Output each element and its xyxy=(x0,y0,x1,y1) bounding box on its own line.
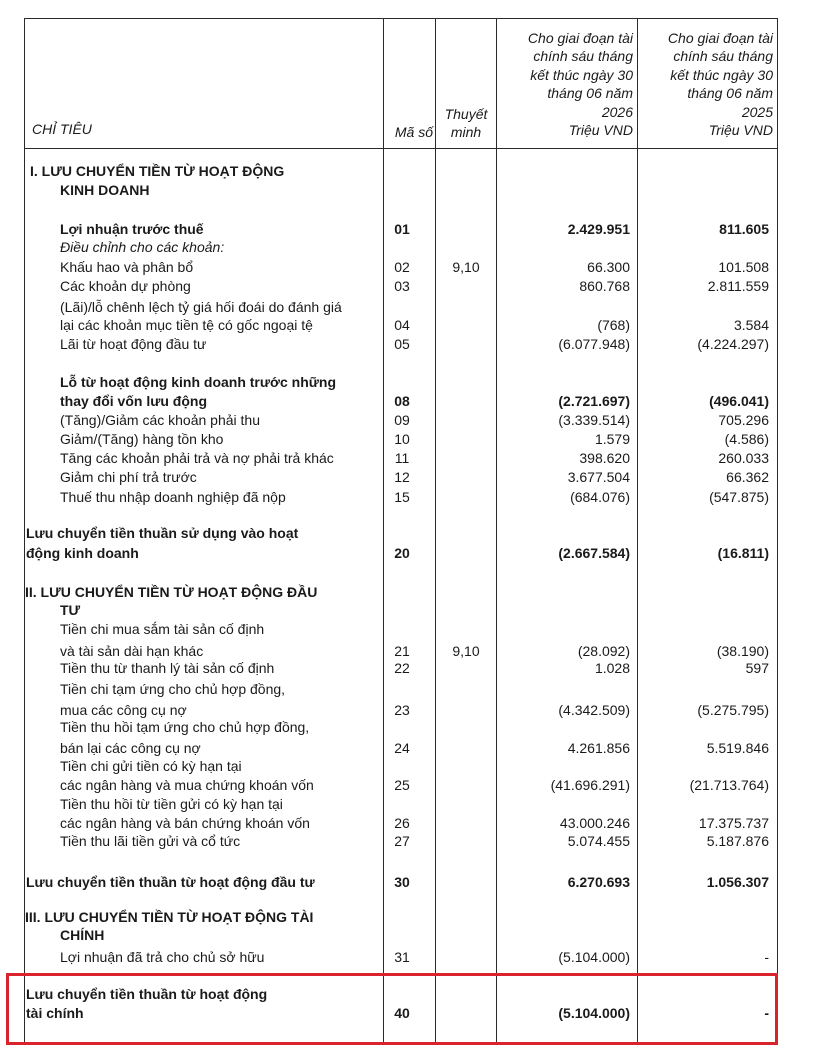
row-value-2026: 66.300 xyxy=(587,259,630,275)
header-note-line2: minh xyxy=(450,124,482,140)
row-value-2025: - xyxy=(764,1005,769,1021)
row-value-2026: 5.074.455 xyxy=(567,833,630,849)
row-label: Giảm chi phí trả trước xyxy=(60,469,197,485)
row-value-2025: (21.713.764) xyxy=(689,777,769,793)
row-value-2026: 6.270.693 xyxy=(567,874,630,890)
row-label: Lợi nhuận đã trả cho chủ sở hữu xyxy=(60,949,265,965)
row-code: 24 xyxy=(394,740,410,756)
row-label: Tiền thu từ thanh lý tài sản cố định xyxy=(60,660,275,676)
row-label: I. LƯU CHUYỂN TIỀN TỪ HOẠT ĐỘNG xyxy=(30,163,285,179)
row-value-2025: (4.586) xyxy=(724,431,769,447)
row-note: 9,10 xyxy=(452,259,480,275)
row-value-2026: 398.620 xyxy=(579,450,630,466)
header-col_2025-line-4: tháng 06 năm xyxy=(687,85,773,102)
row-code: 08 xyxy=(394,393,410,409)
header-col_2026-line-6: Triệu VND xyxy=(568,122,633,138)
row-value-2026: 1.579 xyxy=(594,431,630,447)
row-value-2025: (38.190) xyxy=(716,643,769,659)
row-code: 30 xyxy=(394,874,410,890)
row-label: Giảm/(Tăng) hàng tồn kho xyxy=(60,431,224,447)
row-code: 11 xyxy=(394,450,410,466)
table-border-left xyxy=(24,18,25,1045)
row-label: Điều chỉnh cho các khoản: xyxy=(60,239,225,255)
row-code: 21 xyxy=(394,643,410,659)
row-code: 09 xyxy=(394,412,410,428)
row-code: 40 xyxy=(394,1005,410,1021)
row-value-2026: (2.721.697) xyxy=(558,393,630,409)
row-value-2025: (547.875) xyxy=(709,489,769,505)
row-code: 15 xyxy=(394,489,410,505)
row-label: KINH DOANH xyxy=(60,182,150,198)
row-value-2026: 1.028 xyxy=(594,660,630,676)
table-border-top xyxy=(24,18,778,19)
row-value-2025: 2.811.559 xyxy=(707,278,769,294)
row-label: (Tăng)/Giảm các khoản phải thu xyxy=(60,412,260,428)
row-value-2026: (3.339.514) xyxy=(558,412,630,428)
row-value-2026: (684.076) xyxy=(570,489,630,505)
row-label: lại các khoản mục tiền tệ có gốc ngoại tệ xyxy=(60,317,313,333)
header-col_2026-line-4: tháng 06 năm xyxy=(547,85,633,102)
row-value-2025: 3.584 xyxy=(733,317,769,333)
header-col_2026-line-3: kết thúc ngày 30 xyxy=(530,66,633,83)
row-label: Khấu hao và phân bổ xyxy=(60,259,194,275)
row-code: 23 xyxy=(394,702,410,718)
row-label: Tiền thu lãi tiền gửi và cổ tức xyxy=(60,833,241,849)
row-value-2026: (41.696.291) xyxy=(550,777,630,793)
row-value-2025: (496.041) xyxy=(709,393,769,409)
row-value-2026: (768) xyxy=(597,317,630,333)
row-value-2025: 260.033 xyxy=(718,450,769,466)
header-col_2026-line-1: Cho giai đoạn tài xyxy=(527,30,633,46)
row-value-2026: (6.077.948) xyxy=(558,336,630,352)
row-value-2025: - xyxy=(764,949,769,965)
row-label: các ngân hàng và mua chứng khoán vốn xyxy=(60,777,314,793)
row-value-2025: 17.375.737 xyxy=(698,815,769,831)
column-divider-note xyxy=(435,18,436,1045)
row-value-2025: 66.362 xyxy=(726,469,769,485)
header-col_2026-line-2: chính sáu tháng xyxy=(533,48,633,65)
row-value-2026: (5.104.000) xyxy=(558,949,630,965)
row-label: Tiền thu hồi từ tiền gửi có kỳ hạn tại xyxy=(60,796,283,812)
row-value-2025: 705.296 xyxy=(718,412,769,428)
row-note: 9,10 xyxy=(452,643,480,659)
row-value-2025: 101.508 xyxy=(718,259,769,275)
header-note-line1: Thuyết xyxy=(444,106,488,122)
header-indicator: CHỈ TIÊU xyxy=(32,121,92,137)
header-divider xyxy=(24,148,778,149)
row-label: TƯ xyxy=(60,602,81,618)
row-label: CHÍNH xyxy=(60,927,105,943)
row-label: (Lãi)/lỗ chênh lệch tỷ giá hối đoái do đánh giá xyxy=(60,299,342,315)
row-label: Tiền thu hồi tạm ứng cho chủ hợp đồng, xyxy=(60,719,310,735)
row-label: thay đổi vốn lưu động xyxy=(60,393,208,409)
row-code: 27 xyxy=(394,833,410,849)
row-code: 31 xyxy=(394,949,410,965)
header-code: Mã số xyxy=(394,124,433,140)
header-col_2025-line-5: 2025 xyxy=(741,103,773,120)
row-code: 20 xyxy=(394,545,410,561)
row-label: Lưu chuyển tiền thuần từ hoạt động xyxy=(26,986,268,1002)
row-value-2025: 597 xyxy=(745,660,769,676)
row-label: Lỗ từ hoạt động kinh doanh trước những xyxy=(60,374,336,390)
row-label: bán lại các công cụ nợ xyxy=(60,740,201,756)
row-code: 01 xyxy=(394,221,410,237)
row-label: động kinh doanh xyxy=(26,545,139,561)
header-col_2025-line-6: Triệu VND xyxy=(708,122,773,138)
row-label: II. LƯU CHUYỂN TIỀN TỪ HOẠT ĐỘNG ĐẦU xyxy=(25,584,318,600)
header-col_2025-line-1: Cho giai đoạn tài xyxy=(667,30,773,46)
row-label: Tiền chi mua sắm tài sản cố định xyxy=(60,621,265,637)
row-value-2026: (4.342.509) xyxy=(558,702,630,718)
row-label: Lưu chuyển tiền thuần sử dụng vào hoạt xyxy=(26,525,299,541)
row-code: 22 xyxy=(394,660,410,676)
column-divider-code xyxy=(383,18,384,1045)
row-value-2026: 43.000.246 xyxy=(559,815,630,831)
row-label: Các khoản dự phòng xyxy=(60,278,191,294)
row-label: Tiền chi tạm ứng cho chủ hợp đồng, xyxy=(60,681,286,697)
table-border-right xyxy=(777,18,778,1045)
row-label: III. LƯU CHUYỂN TIỀN TỪ HOẠT ĐỘNG TÀI xyxy=(25,909,314,925)
row-value-2026: 860.768 xyxy=(579,278,630,294)
row-label: Lưu chuyển tiền thuần từ hoạt động đầu tư xyxy=(26,874,315,890)
row-value-2026: 4.261.856 xyxy=(567,740,630,756)
row-code: 03 xyxy=(394,278,410,294)
row-label: Tiền chi gửi tiền có kỳ hạn tại xyxy=(60,758,242,774)
row-label: Lợi nhuận trước thuế xyxy=(60,221,204,237)
row-label: mua các công cụ nợ xyxy=(60,702,187,718)
row-label: Lãi từ hoạt động đầu tư xyxy=(60,336,207,352)
row-label: và tài sản dài hạn khác xyxy=(60,643,204,659)
highlight-box xyxy=(6,973,778,1045)
row-label: tài chính xyxy=(26,1005,84,1021)
row-code: 12 xyxy=(394,469,410,485)
row-value-2025: (5.275.795) xyxy=(697,702,769,718)
row-value-2025: (16.811) xyxy=(717,545,769,561)
header-col_2026-line-5: 2026 xyxy=(601,103,633,120)
row-value-2026: (28.092) xyxy=(577,643,630,659)
row-value-2025: 5.519.846 xyxy=(706,740,769,756)
row-label: Tăng các khoản phải trả và nợ phải trả khác xyxy=(60,450,334,466)
row-value-2026: (2.667.584) xyxy=(558,545,630,561)
row-code: 26 xyxy=(394,815,410,831)
row-code: 02 xyxy=(394,259,410,275)
row-value-2025: 5.187.876 xyxy=(706,833,769,849)
header-col_2025-line-3: kết thúc ngày 30 xyxy=(670,66,773,83)
row-label: các ngân hàng và bán chứng khoán vốn xyxy=(60,815,310,831)
row-code: 10 xyxy=(394,431,410,447)
row-label: Thuế thu nhập doanh nghiệp đã nộp xyxy=(60,489,286,505)
row-code: 05 xyxy=(394,336,410,352)
row-code: 25 xyxy=(394,777,410,793)
row-value-2025: (4.224.297) xyxy=(697,336,769,352)
row-value-2026: 3.677.504 xyxy=(567,469,630,485)
row-value-2025: 811.605 xyxy=(719,221,769,237)
row-value-2026: (5.104.000) xyxy=(558,1005,630,1021)
row-value-2025: 1.056.307 xyxy=(706,874,769,890)
row-value-2026: 2.429.951 xyxy=(567,221,630,237)
row-code: 04 xyxy=(394,317,410,333)
header-col_2025-line-2: chính sáu tháng xyxy=(673,48,773,65)
